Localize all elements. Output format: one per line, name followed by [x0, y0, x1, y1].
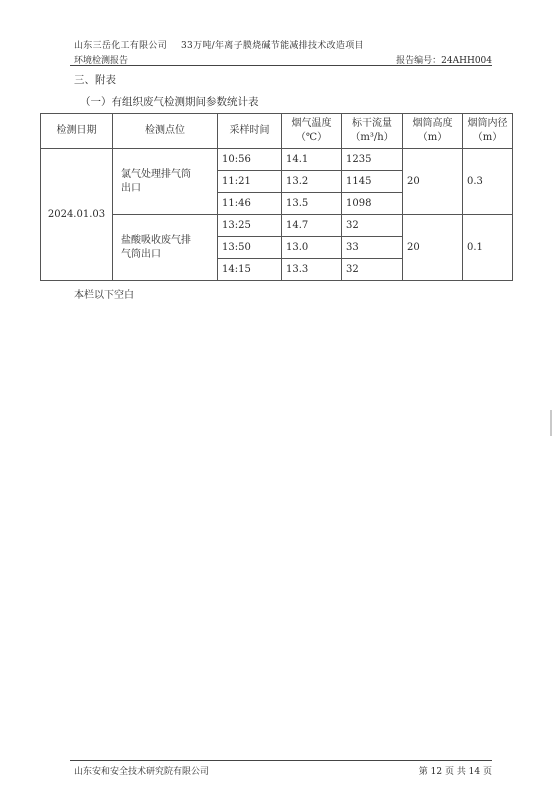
table-row [41, 149, 513, 171]
section-title: 三、附表 [74, 74, 116, 86]
flow-cell: 32 [342, 259, 403, 281]
header-time: 采样时间 [218, 114, 282, 149]
time-cell: 11:46 [218, 193, 282, 215]
temp-cell: 14.7 [282, 215, 342, 237]
header-flow: 标干流量 （m³/h） [342, 114, 403, 149]
temp-cell: 13.0 [282, 237, 342, 259]
table-title: （一）有组织废气检测期间参数统计表 [80, 96, 259, 108]
header-company: 山东三岳化工有限公司 [74, 41, 168, 51]
diameter-cell: 0.1 [463, 215, 513, 281]
point-cell: 氯气处理排气筒 出口 [113, 149, 218, 215]
footer-institute: 山东安和安全技术研究院有限公司 [74, 767, 210, 777]
header-report-number: 报告编号：24AHH004 [396, 56, 492, 66]
header-line-1 [74, 38, 364, 51]
flow-cell: 1098 [342, 193, 403, 215]
header-date: 检测日期 [41, 114, 113, 149]
header-point: 检测点位 [113, 114, 218, 149]
flow-cell: 32 [342, 215, 403, 237]
footer-divider [70, 760, 492, 761]
flow-cell: 1145 [342, 171, 403, 193]
header-temp: 烟气温度 （℃） [282, 114, 342, 149]
time-cell: 13:50 [218, 237, 282, 259]
temp-cell: 13.5 [282, 193, 342, 215]
header-project: 33万吨/年离子膜烧碱节能减排技术改造项目 [181, 41, 364, 51]
footer-page-number: 第 12 页 共 14 页 [418, 767, 492, 777]
parameter-table [40, 113, 513, 281]
blank-below-note: 本栏以下空白 [74, 290, 134, 301]
header-diameter: 烟筒内径 （m） [463, 114, 513, 149]
time-cell: 11:21 [218, 171, 282, 193]
header-report-type: 环境检测报告 [74, 56, 129, 66]
scan-edge-mark [550, 410, 552, 436]
header-divider [70, 65, 492, 66]
temp-cell: 14.1 [282, 149, 342, 171]
time-cell: 14:15 [218, 259, 282, 281]
temp-cell: 13.2 [282, 171, 342, 193]
diameter-cell: 0.3 [463, 149, 513, 215]
flow-cell: 1235 [342, 149, 403, 171]
time-cell: 13:25 [218, 215, 282, 237]
height-cell: 20 [403, 149, 463, 215]
height-cell: 20 [403, 215, 463, 281]
point-cell: 盐酸吸收废气排 气筒出口 [113, 215, 218, 281]
header-height: 烟筒高度 （m） [403, 114, 463, 149]
time-cell: 10:56 [218, 149, 282, 171]
temp-cell: 13.3 [282, 259, 342, 281]
flow-cell: 33 [342, 237, 403, 259]
date-cell: 2024.01.03 [41, 149, 113, 281]
table-header-row [41, 114, 513, 149]
